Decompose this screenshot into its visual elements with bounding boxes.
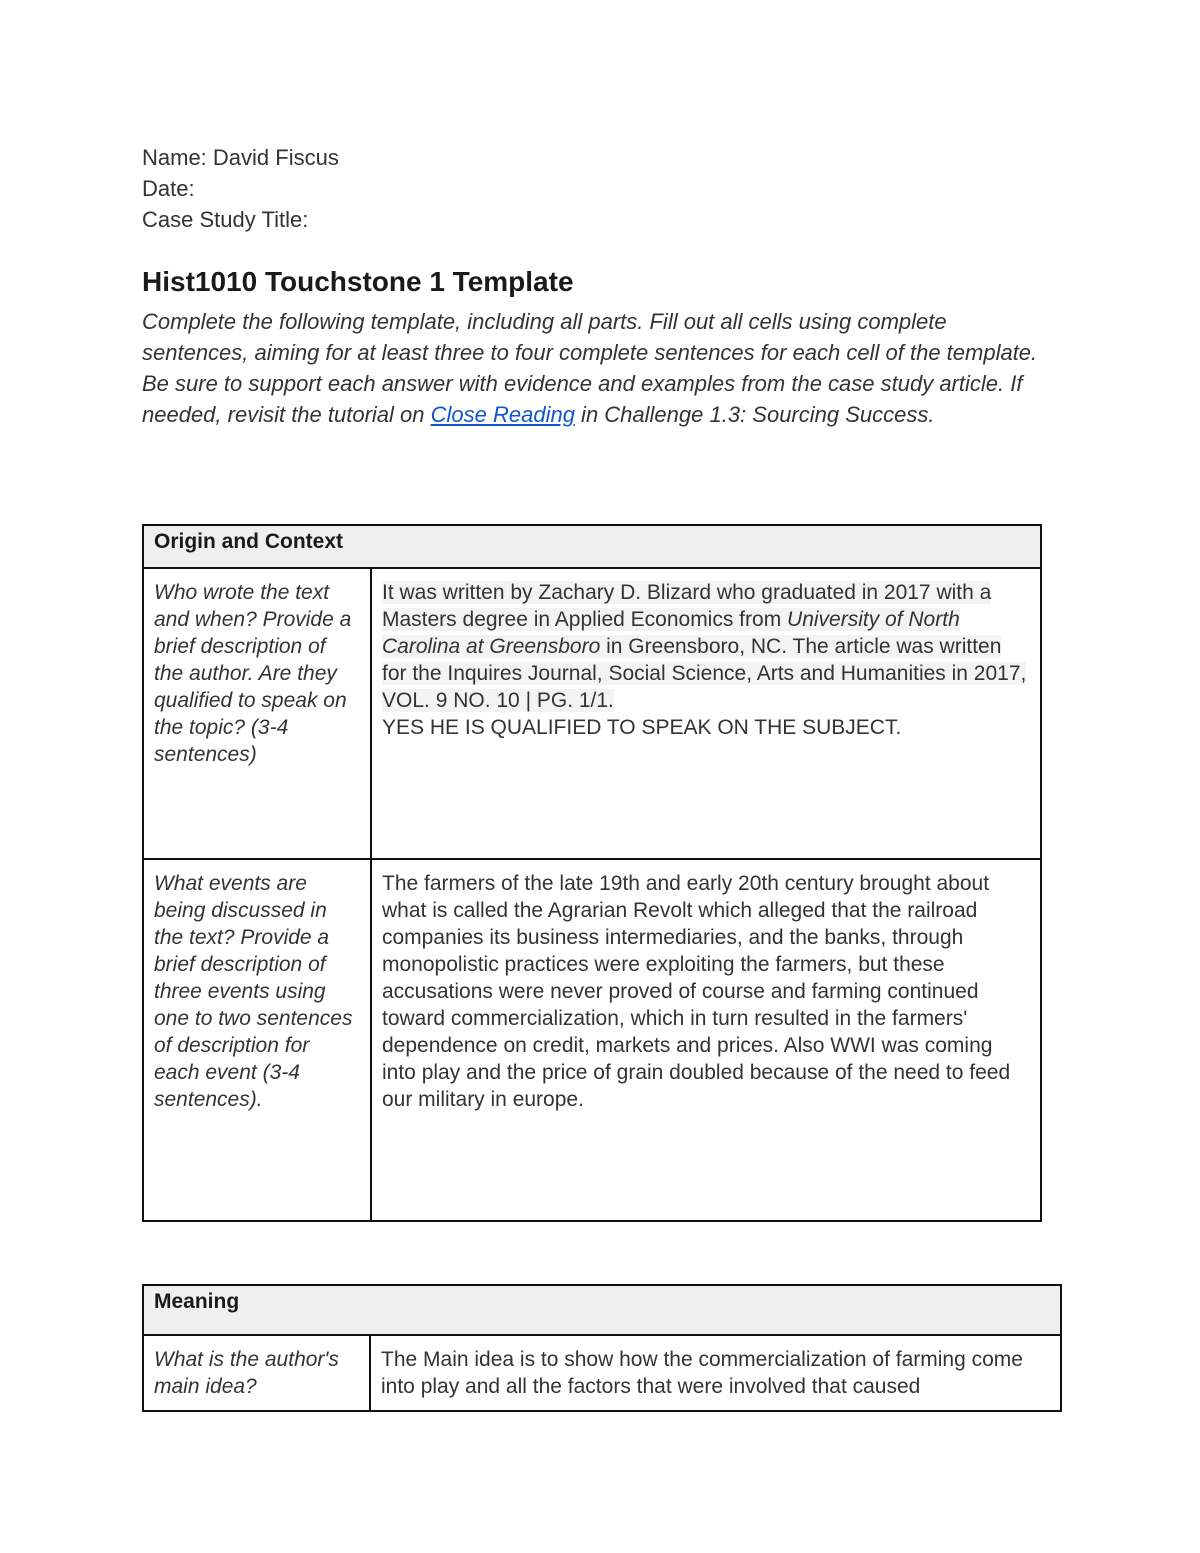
answer-author-university: University of North Carolina at Greensboro [382,608,960,658]
instructions-paragraph [142,306,1052,430]
instructions-text-start: Complete the following template, including all parts. Fill out all cells using complete sentences, aiming for at least three to four complete sentences for each cell of the template. Be sure to support each answer with evidence and examples from the case study article. If needed, revisit the tutorial on [142,309,1038,427]
origin-context-table [142,524,1042,1222]
question-events: What events are being discussed in the text? Provide a brief description of three events using one to two sentences of description for each event (3-4 sentences). [143,859,371,1221]
question-main-idea: What is the author's main idea? [143,1335,370,1411]
instructions-text-end: in Challenge 1.3: Sourcing Success. [574,402,935,427]
answer-author[interactable] [371,568,1041,859]
origin-context-heading: Origin and Context [143,525,1041,568]
answer-author-text-2: in Greensboro, NC. The article was written for the Inquires Journal, Social Science, Arts and Humanities in 2017, VOL. 9 NO. 10 | PG. 1/1. [382,635,1027,712]
name-line: Name: David Fiscus [142,145,339,170]
answer-events[interactable]: The farmers of the late 19th and early 20th century brought about what is called the Agrarian Revolt which alleged that the railroad companies its business intermediaries, and the banks, through monopolistic practices were exploiting the farmers, but these accusations were never proved of course and farming continued toward commercialization, which in turn resulted in the farmers' dependence on credit, markets and prices. Also WWI was coming into play and the price of grain doubled because of the need to feed our military in europe. [371,859,1041,1221]
question-author: Who wrote the text and when? Provide a brief description of the author. Are they qualified to speak on the topic? (3-4 sentences) [143,568,371,859]
document-title: Hist1010 Touchstone 1 Template [142,266,574,297]
answer-author-qualified: YES HE IS QUALIFIED TO SPEAK ON THE SUBJECT. [382,716,902,739]
case-study-title-line: Case Study Title: [142,207,309,232]
meaning-table [142,1284,1062,1412]
answer-main-idea[interactable]: The Main idea is to show how the commercialization of farming come into play and all the factors that were involved that caused [370,1335,1061,1411]
close-reading-link[interactable]: Close Reading [430,402,575,427]
meaning-heading: Meaning [143,1285,1061,1335]
answer-author-text-1: It was written by Zachary D. Blizard who graduated in 2017 with a Masters degree in Applied Economics from [382,581,992,631]
date-line: Date: [142,176,195,201]
student-info [142,142,339,235]
